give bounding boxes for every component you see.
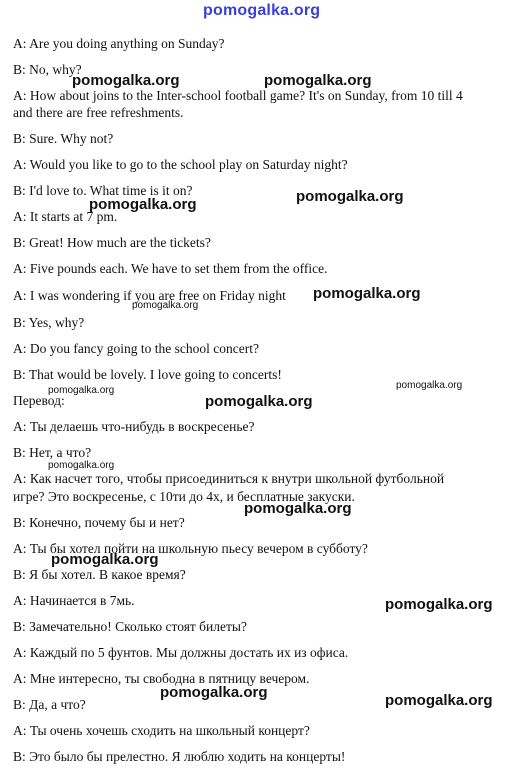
dialogue-line: A: Do you fancy going to the school concert?	[13, 341, 259, 356]
dialogue-line: A: I was wondering if you are free on Friday night	[13, 288, 286, 303]
dialogue-line: B: I'd love to. What time is it on?	[13, 183, 193, 198]
dialogue-line: A: It starts at 7 pm.	[13, 209, 118, 224]
dialogue-line: B: Нет, а что?	[13, 445, 92, 460]
dialogue-line: B: Yes, why?	[13, 315, 85, 330]
watermark: pomogalka.org	[89, 196, 197, 213]
dialogue-line: B: Sure. Why not?	[13, 131, 114, 146]
dialogue-line: B: That would be lovely. I love going to concerts!	[13, 367, 282, 382]
dialogue-line: A: Five pounds each. We have to set them from the office.	[13, 261, 328, 276]
dialogue-line: A: Ты бы хотел пойти на школьную пьесу вечером в субботу?	[13, 541, 368, 556]
watermark: pomogalka.org	[132, 300, 199, 311]
watermark: pomogalka.org	[264, 72, 372, 89]
dialogue-line: B: Great! How much are the tickets?	[13, 235, 211, 250]
header-watermark: pomogalka.org	[203, 2, 321, 19]
dialogue-line: A: Ты очень хочешь сходить на школьный концерт?	[13, 723, 310, 738]
watermark: pomogalka.org	[48, 460, 115, 471]
dialogue-line: B: Замечательно! Сколько стоят билеты?	[13, 619, 247, 634]
dialogue-line: A: Как насчет того, чтобы присоединиться к внутри школьной футбольной	[13, 471, 445, 486]
watermark: pomogalka.org	[313, 285, 421, 302]
dialogue-line: B: Я бы хотел. В какое время?	[13, 567, 186, 582]
watermark: pomogalka.org	[160, 684, 268, 701]
dialogue-line: A: How about joins to the Inter-school football game? It's on Sunday, from 10 till 4	[13, 88, 463, 103]
watermark: pomogalka.org	[205, 393, 313, 410]
translation-heading: Перевод:	[13, 393, 65, 408]
watermark: pomogalka.org	[48, 385, 115, 396]
watermark: pomogalka.org	[385, 596, 493, 613]
dialogue-line: A: Начинается в 7мь.	[13, 593, 135, 608]
watermark: pomogalka.org	[51, 551, 159, 568]
dialogue-line: B: Да, а что?	[13, 697, 86, 712]
dialogue-line: игре? Это воскресенье, с 10ти до 4х, и бесплатные закуски.	[13, 489, 355, 504]
dialogue-line: A: Мне интересно, ты свободна в пятницу вечером.	[13, 671, 310, 686]
dialogue-line: A: Are you doing anything on Sunday?	[13, 36, 225, 51]
dialogue-line: B: No, why?	[13, 62, 82, 77]
watermark: pomogalka.org	[385, 692, 493, 709]
watermark: pomogalka.org	[72, 72, 180, 89]
watermark: pomogalka.org	[396, 380, 463, 391]
dialogue-line: and there are free refreshments.	[13, 105, 184, 120]
dialogue-line: B: Это было бы прелестно. Я люблю ходить на концерты!	[13, 749, 346, 764]
dialogue-line: B: Конечно, почему бы и нет?	[13, 515, 185, 530]
dialogue-line: A: Would you like to go to the school play on Saturday night?	[13, 157, 348, 172]
watermark: pomogalka.org	[296, 188, 404, 205]
watermark: pomogalka.org	[244, 500, 352, 517]
dialogue-line: A: Каждый по 5 фунтов. Мы должны достать их из офиса.	[13, 645, 349, 660]
dialogue-line: A: Ты делаешь что-нибудь в воскресенье?	[13, 419, 255, 434]
